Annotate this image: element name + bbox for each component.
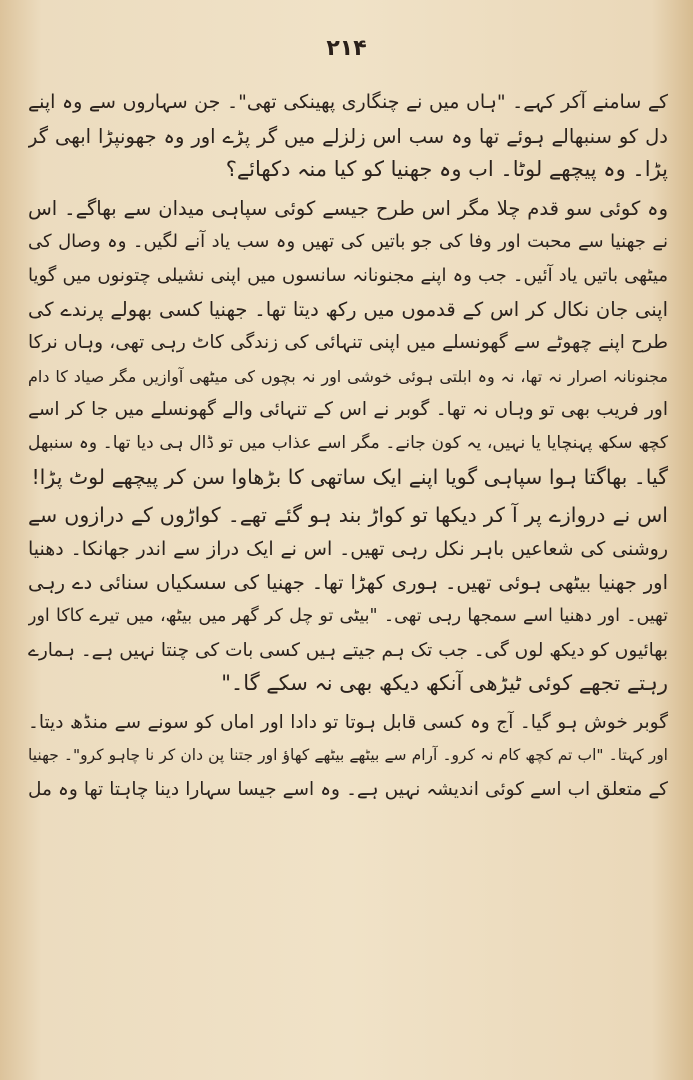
text-line: وہ کوئی سو قدم چلا مگر اس طرح جیسے کوئی سپاہی میدان سے بھاگے۔ اس [28,196,668,220]
text-line: کے سامنے آکر کہے۔ "ہاں میں نے چنگاری پھینکی تھی"۔ جن سہاروں سے وہ اپنے [28,91,668,113]
text-line: طرح اپنے چھوٹے سے گھونسلے میں اپنی تنہائی کی زندگی کاٹ رہی تھی، وہاں نرکا [28,332,668,354]
paragraph-3 [28,499,668,701]
text-line: بھائیوں کو دیکھ لوں گی۔ جب تک ہم جیتے ہیں کسی بات کی چنتا نہیں ہے۔ ہمارے [28,639,668,661]
page-number: ۲۱۴ [326,36,367,61]
text-line: مجنونانہ اصرار نہ تھا، نہ وہ ابلتی ہوئی خوشی اور نہ بچوں کی میٹھی آوازیں مگر صیاد کا دام [28,366,668,386]
paragraph-2 [28,192,668,494]
text-line: کے متعلق اب اسے کوئی اندیشہ نہیں ہے۔ وہ اسے جیسا سہارا دینا چاہتا تھا وہ مل [28,778,668,800]
text-line: تھیں۔ اور دھنیا اسے سمجھا رہی تھی۔ "بیٹی تو چل کر گھر میں بیٹھ، میں تیرے کاکا اور [28,605,668,626]
text-line: اس نے دروازے پر آ کر دیکھا تو کواڑ بند ہو گئے تھے۔ کواڑوں کے درازوں سے [28,503,668,528]
paragraph-4 [28,706,668,807]
text-line: گوبر خوش ہو گیا۔ آج وہ کسی قابل ہوتا تو دادا اور اماں کو سونے سے منڈھ دیتا۔ [28,711,668,733]
text-line: کچھ سکھ پہنچایا یا نہیں، یہ کون جانے۔ مگر اسے عذاب میں تو ڈال ہی دیا تھا۔ وہ سنبھل [28,432,668,453]
text-line: دل کو سنبھالے ہوئے تھا وہ سب اس زلزلے میں گر پڑے اور وہ جھونپڑا ابھی گر [28,124,668,148]
text-line: اپنی جان نکال کر اس کے قدموں میں رکھ دیتا تھا۔ جھنیا کسی بھولے پرندے کی [28,297,668,321]
text-line: پڑا۔ وہ پیچھے لوٹا۔ اب وہ جھنیا کو کیا منہ دکھائے؟ [225,157,668,182]
text-line: میٹھی باتیں یاد آئیں۔ جب وہ اپنے مجنونانہ سانسوں میں اپنی نشیلی چتونوں میں گویا [28,264,668,286]
page-text [28,86,668,1061]
text-line: نے جھنیا سے محبت اور وفا کی جو باتیں کی تھیں وہ سب یاد آنے لگیں۔ وہ وصال کی [28,231,668,253]
text-line: رہتے تجھے کوئی ٹیڑھی آنکھ دیکھ بھی نہ سکے گا۔" [221,671,668,696]
text-line: اور جھنیا بیٹھی ہوئی تھیں۔ ہوری کھڑا تھا۔ جھنیا کی سسکیاں سنائی دے رہی [28,571,668,595]
text-line: اور فریب بھی تو وہاں نہ تھا۔ گوبر نے اس کے تنہائی والے گھونسلے میں جا کر اسے [28,399,668,421]
paragraph-1 [28,86,668,187]
text-line: گیا۔ بھاگتا ہوا سپاہی گویا اپنے ایک ساتھی کا بڑھاوا سن کر پیچھے لوٹ پڑا! [31,464,668,489]
text-line: اور کہتا۔ "اب تم کچھ کام نہ کرو۔ آرام سے بیٹھے بیٹھے کھاؤ اور جتنا پن دان کر نا چاہو کرو"۔ جھنیا [28,746,668,765]
text-line: روشنی کی شعاعیں باہر نکل رہی تھیں۔ اس نے ایک دراز سے اندر جھانکا۔ دھنیا [28,537,668,560]
